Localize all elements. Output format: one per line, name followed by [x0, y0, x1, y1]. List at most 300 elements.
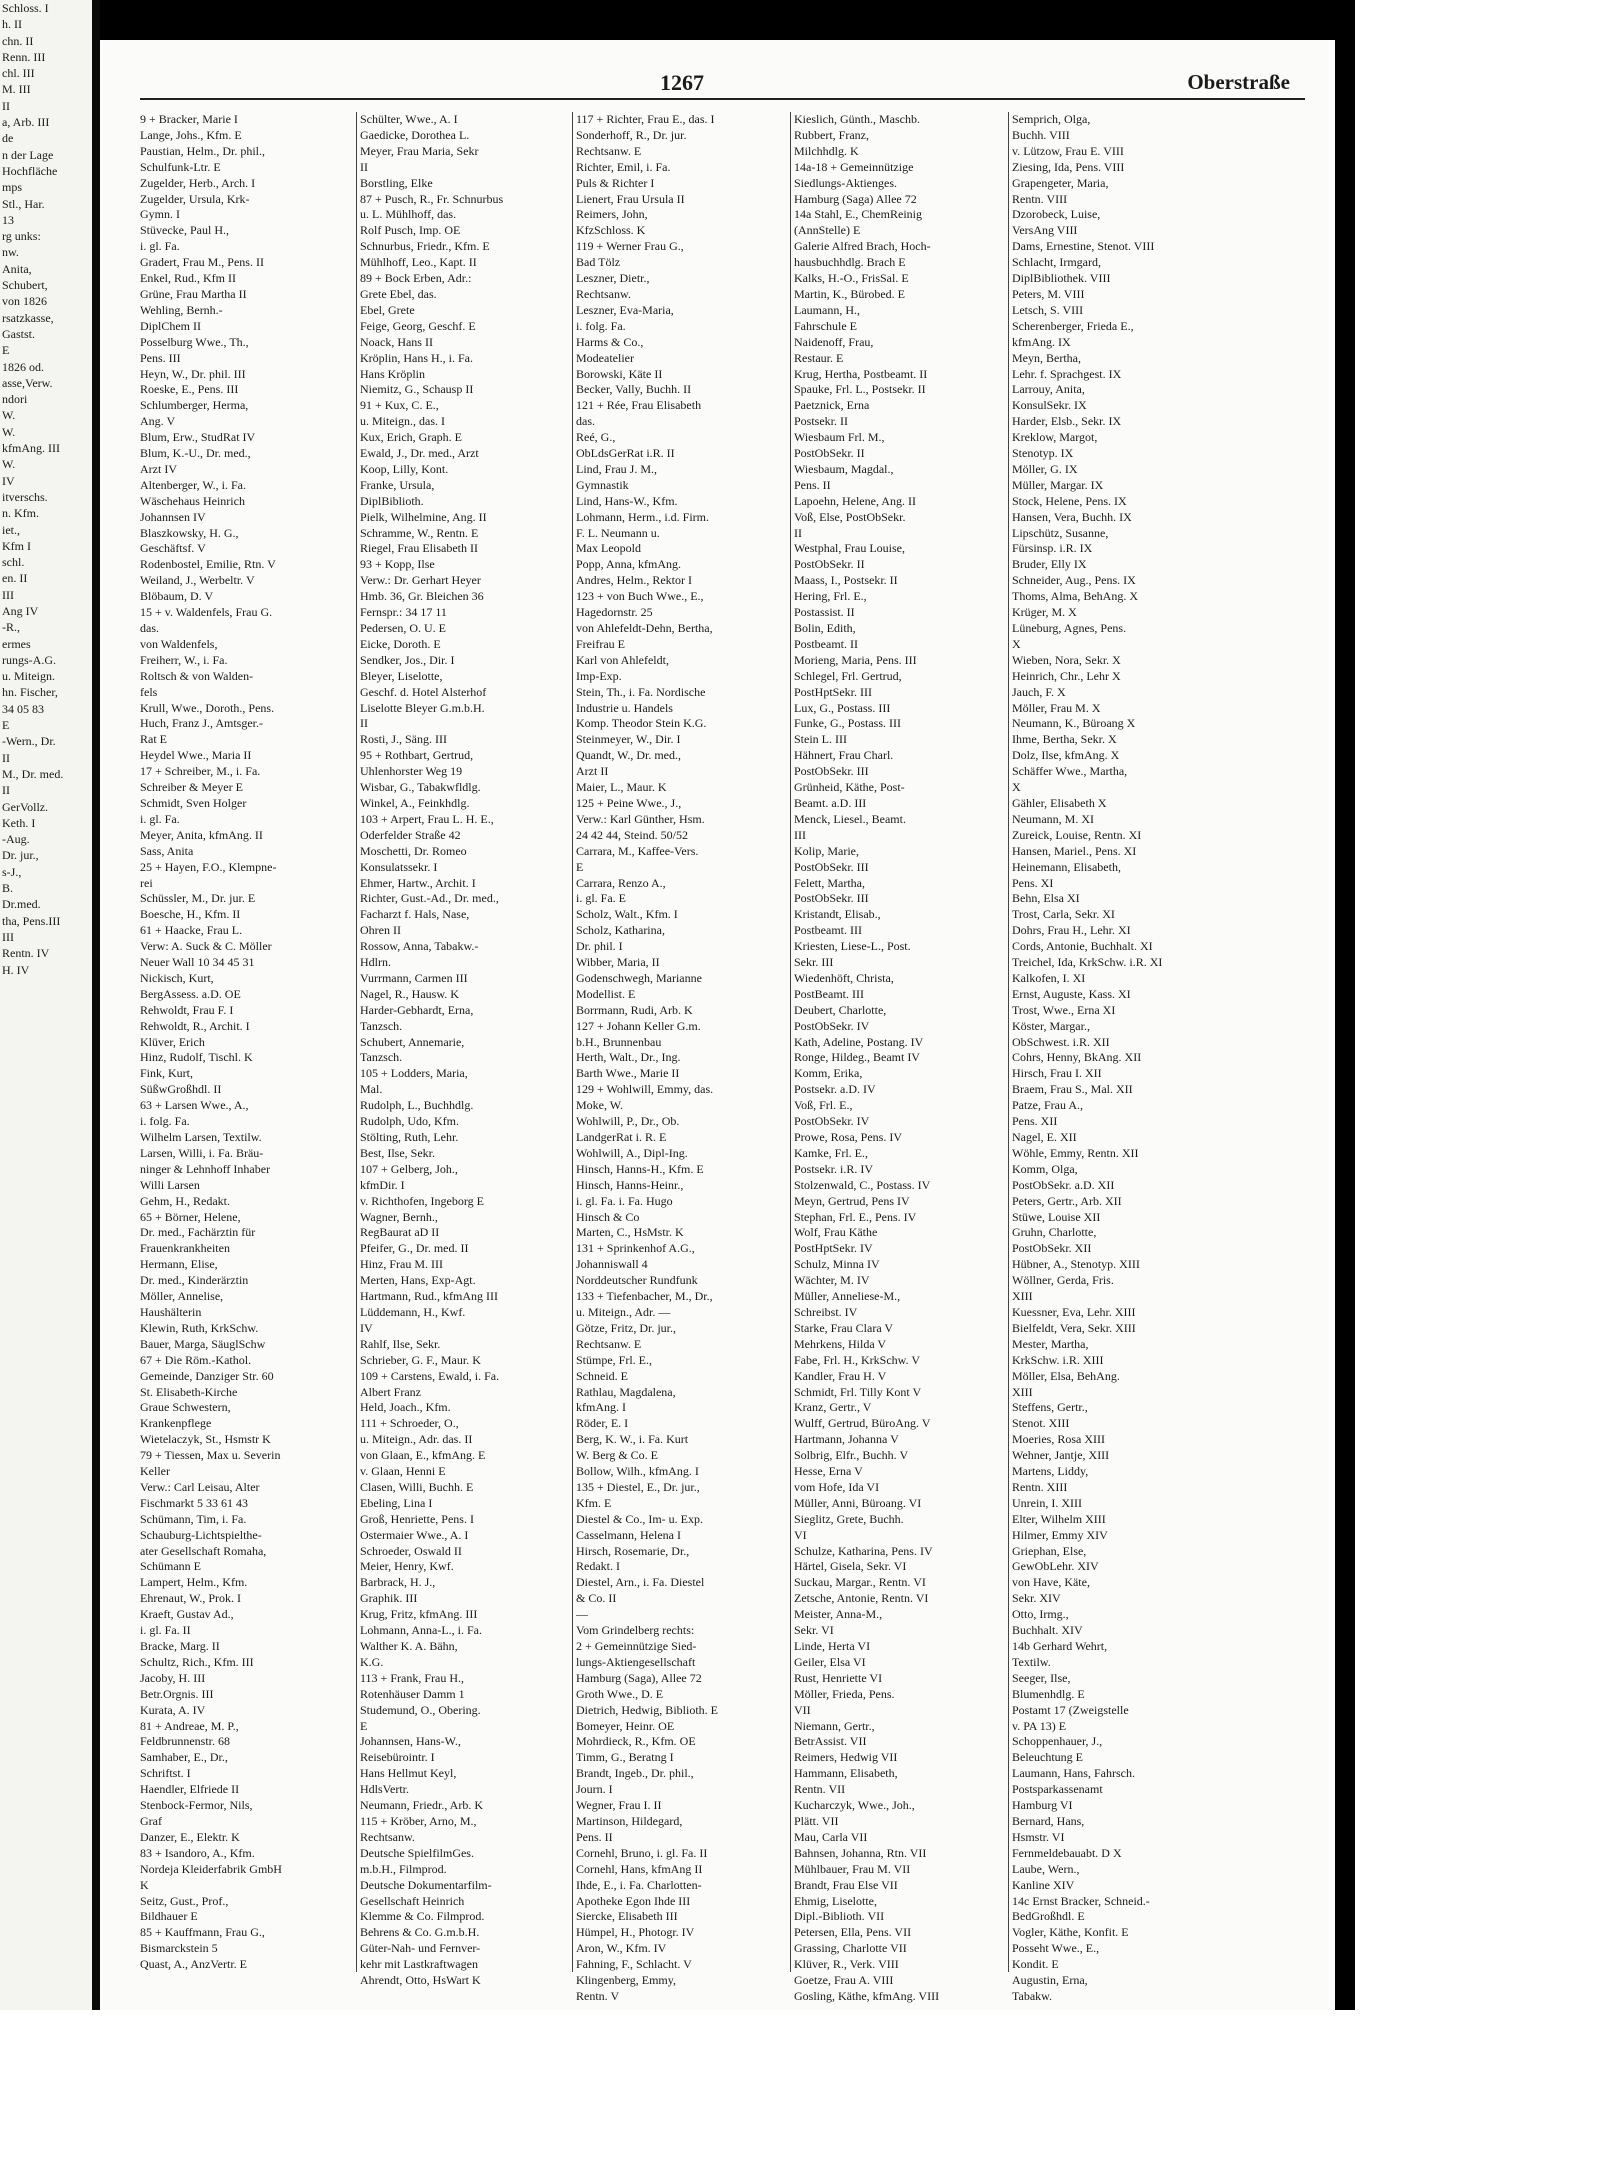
- directory-entry-line: Altenberger, W., i. Fa.: [140, 477, 246, 492]
- directory-entry-line: 107 + Gelberg, Joh.,: [360, 1161, 458, 1176]
- previous-page-fragment: nw.: [2, 245, 19, 260]
- directory-entry-line: Rudolph, Udo, Kfm.: [360, 1114, 459, 1129]
- directory-entry-line: Tanzsch.: [360, 1050, 403, 1065]
- directory-entry-line: Fernspr.: 34 17 11: [360, 605, 447, 620]
- directory-entry-line: 95 + Rothbart, Gertrud,: [360, 748, 474, 763]
- directory-entry-line: das.: [140, 621, 159, 635]
- directory-entry-line: 25 + Hayen, F.O., Klempne-: [140, 859, 277, 874]
- previous-page-fragment: -Wern., Dr.: [2, 734, 56, 749]
- directory-entry-line: Blumenhdlg. E: [1012, 1686, 1085, 1701]
- previous-page-fragment: Ang IV: [2, 603, 39, 618]
- directory-entry-line: 127 + Johann Keller G.m.: [576, 1018, 701, 1033]
- directory-entry-line: Elter, Wilhelm XIII: [1012, 1511, 1106, 1526]
- directory-entry-line: Gemeinde, Danziger Str. 60: [140, 1368, 274, 1383]
- page-gutter: [92, 0, 100, 2010]
- previous-page-fragment: hn. Fischer,: [2, 685, 58, 700]
- directory-entry-line: Steinmeyer, W., Dir. I: [576, 732, 681, 747]
- directory-entry-line: Lapoehn, Helene, Ang. II: [794, 493, 916, 508]
- directory-entry-line: Krüger, M. X: [1012, 605, 1077, 620]
- directory-entry-line: Kristandt, Elisab.,: [794, 907, 881, 922]
- directory-entry-line: PostObSekr. III: [794, 859, 869, 874]
- directory-entry-line: 105 + Lodders, Maria,: [360, 1066, 468, 1081]
- directory-entry-line: Petersen, Ella, Pens. VII: [794, 1925, 912, 1940]
- directory-entry-line: (AnnStelle) E: [794, 223, 861, 238]
- directory-entry-line: Meier, Henry, Kwf.: [360, 1559, 454, 1574]
- directory-entry-line: PostObSekr. a.D. XII: [1012, 1177, 1115, 1192]
- column-4: [794, 112, 1006, 2005]
- directory-entry-line: Popp, Anna, kfmAng.: [576, 557, 681, 572]
- directory-entry-line: ObLdsGerRat i.R. II: [576, 446, 675, 461]
- directory-entry-line: Meyer, Anita, kfmAng. II: [140, 827, 263, 842]
- directory-entry-line: Albert Franz: [360, 1384, 421, 1399]
- previous-page-fragment: W.: [2, 408, 16, 423]
- directory-entry-line: St. Elisabeth-Kirche: [140, 1384, 238, 1399]
- previous-page-fragment: tha, Pens.III: [2, 913, 61, 928]
- directory-entry-line: Hirsch, Frau I. XII: [1012, 1066, 1102, 1081]
- directory-entry-line: Verw.: Carl Leisau, Alter: [140, 1479, 260, 1494]
- directory-entry-line: Ang. V: [140, 414, 176, 429]
- directory-entry-line: Dipl.-Biblioth. VII: [794, 1909, 885, 1924]
- directory-entry-line: PostObSekr. XII: [1012, 1241, 1092, 1256]
- directory-entry-line: Wietelaczyk, St., Hsmstr K: [140, 1432, 271, 1447]
- directory-entry-line: Hermann, Elise,: [140, 1257, 218, 1272]
- directory-entry-line: Kraeft, Gustav Ad.,: [140, 1607, 234, 1622]
- directory-entry-line: Rosti, J., Säng. III: [360, 732, 447, 747]
- directory-entry-line: Stephan, Frl. E., Pens. IV: [794, 1209, 917, 1224]
- directory-entry-line: Koop, Lilly, Kont.: [360, 461, 449, 476]
- column-1: [140, 112, 356, 1973]
- directory-entry-line: Zetsche, Antonie, Rentn. VI: [794, 1591, 929, 1606]
- directory-entry-line: Rehwoldt, R., Archit. I: [140, 1018, 250, 1033]
- directory-entry-line: Möller, Elsa, BehAng.: [1012, 1368, 1120, 1383]
- directory-entry-line: Härtel, Gisela, Sekr. VI: [794, 1559, 907, 1574]
- directory-entry-line: Mohrdieck, R., Kfm. OE: [576, 1734, 696, 1749]
- directory-entry-line: Hümpel, H., Photogr. IV: [576, 1925, 695, 1940]
- previous-page-fragment: chl. III: [2, 66, 35, 81]
- directory-entry-line: Gaedicke, Dorothea L.: [360, 127, 470, 142]
- directory-entry-line: Lienert, Frau Ursula II: [576, 191, 685, 206]
- directory-entry-line: Rat E: [140, 732, 167, 747]
- directory-entry-line: Blöbaum, D. V: [140, 589, 214, 604]
- directory-entry-line: Solbrig, Elfr., Buchh. V: [794, 1448, 909, 1463]
- directory-entry-line: Verw: A. Suck & C. Möller: [140, 939, 272, 954]
- directory-entry-line: Meister, Anna-M.,: [794, 1607, 883, 1622]
- directory-entry-line: Postamt 17 (Zweigstelle: [1012, 1702, 1129, 1717]
- directory-entry-line: VII: [794, 1702, 811, 1717]
- directory-entry-line: Geschf. d. Hotel Alsterhof: [360, 684, 487, 699]
- directory-entry-line: Müller, Anni, Büroang. VI: [794, 1495, 922, 1510]
- directory-entry-line: Samhaber, E., Dr.,: [140, 1750, 228, 1765]
- previous-page-fragment: Kfm I: [2, 538, 31, 553]
- directory-entry-line: Schauburg-Lichtspielthe-: [140, 1527, 262, 1542]
- directory-entry-line: Sieglitz, Grete, Buchh.: [794, 1511, 904, 1526]
- directory-entry-line: Trost, Carla, Sekr. XI: [1012, 907, 1115, 922]
- previous-page-fragment: Hochfläche: [2, 163, 58, 178]
- directory-entry-line: Ehmer, Hartw., Archit. I: [360, 875, 476, 890]
- directory-entry-line: Facharzt f. Hals, Nase,: [360, 907, 470, 922]
- directory-entry-line: Dr. med., Kinderärztin: [140, 1273, 249, 1288]
- directory-entry-line: Gesellschaft Heinrich: [360, 1893, 465, 1908]
- directory-entry-line: Heinrich, Chr., Lehr X: [1012, 668, 1121, 683]
- directory-entry-line: Gehm, H., Redakt.: [140, 1193, 230, 1208]
- directory-entry-line: Schramme, W., Rentn. E: [360, 525, 479, 540]
- directory-entry-line: 133 + Tiefenbacher, M., Dr.,: [576, 1289, 713, 1304]
- directory-entry-line: Ziesing, Ida, Pens. VIII: [1012, 159, 1125, 174]
- directory-entry-line: Schneider, Aug., Pens. IX: [1012, 573, 1136, 588]
- directory-entry-line: Möller, G. IX: [1012, 461, 1078, 476]
- directory-entry-line: Schulze, Katharina, Pens. IV: [794, 1543, 933, 1558]
- directory-entry-line: Siedlungs-Aktienges.: [794, 175, 897, 190]
- directory-entry-line: Hans Hellmut Keyl,: [360, 1766, 457, 1781]
- directory-entry-line: Feldbrunnenstr. 68: [140, 1734, 230, 1749]
- directory-entry-line: Unrein, I. XIII: [1012, 1495, 1082, 1510]
- directory-entry-line: Clasen, Willi, Buchh. E: [360, 1479, 474, 1494]
- directory-entry-line: 125 + Peine Wwe., J.,: [576, 795, 682, 810]
- directory-entry-line: Pens. II: [794, 477, 831, 492]
- directory-entry-line: Boesche, H., Kfm. II: [140, 907, 241, 922]
- directory-entry-line: Stüvecke, Paul H.,: [140, 223, 229, 238]
- directory-entry-line: Sonderhoff, R., Dr. jur.: [576, 127, 687, 142]
- directory-entry-line: Schulfunk-Ltr. E: [140, 159, 221, 174]
- directory-entry-line: Industrie u. Handels: [576, 700, 673, 715]
- directory-entry-line: Ebeling, Lina I: [360, 1495, 433, 1510]
- directory-entry-line: 14b Gerhard Wehrt,: [1012, 1639, 1108, 1653]
- directory-entry-line: Neuer Wall 10 34 45 31: [140, 955, 255, 970]
- directory-entry-line: Borowski, Käte II: [576, 366, 663, 381]
- directory-entry-line: PostHptSekr. III: [794, 684, 872, 699]
- previous-page-fragment: Stl., Har.: [2, 196, 45, 211]
- directory-entry-line: Kux, Erich, Graph. E: [360, 430, 462, 445]
- directory-entry-line: 14a Stahl, E., ChemReinig: [794, 207, 922, 222]
- directory-entry-line: i. folg. Fa.: [140, 1114, 190, 1129]
- directory-entry-line: Spauke, Frl. L., Postsekr. II: [794, 382, 926, 397]
- directory-entry-line: Brandt, Ingeb., Dr. phil.,: [576, 1766, 694, 1781]
- directory-entry-line: PostObSekr. IV: [794, 1018, 870, 1033]
- directory-entry-line: Felett, Martha,: [794, 875, 865, 890]
- directory-entry-line: Menck, Liesel., Beamt.: [794, 811, 906, 826]
- directory-entry-line: Hinsch, Hanns-Heinr.,: [576, 1177, 684, 1192]
- directory-entry-line: Krug, Fritz, kfmAng. III: [360, 1607, 478, 1622]
- directory-entry-line: Bahnsen, Johanna, Rtn. VII: [794, 1845, 927, 1860]
- directory-entry-line: Groth Wwe., D. E: [576, 1686, 664, 1701]
- directory-entry-line: Müller, Anneliese-M.,: [794, 1289, 901, 1304]
- directory-entry-line: Rechtsanw. E: [576, 143, 642, 158]
- directory-entry-line: Textilw.: [1012, 1654, 1051, 1669]
- directory-entry-line: ObSchwest. i.R. XII: [1012, 1034, 1110, 1049]
- directory-entry-line: Modeatelier: [576, 350, 634, 365]
- directory-entry-line: Lux, G., Postass. III: [794, 700, 891, 715]
- directory-entry-line: Roeske, E., Pens. III: [140, 382, 239, 397]
- directory-entry-line: X: [1012, 780, 1021, 795]
- directory-entry-line: Lehr. f. Sprachgest. IX: [1012, 366, 1122, 381]
- directory-entry-line: Rolf Pusch, Imp. OE: [360, 223, 461, 238]
- directory-entry-line: Blum, K.-U., Dr. med.,: [140, 446, 251, 461]
- directory-entry-line: Hinsch, Hanns-H., Kfm. E: [576, 1161, 704, 1176]
- directory-entry-line: 89 + Bock Erben, Adr.:: [360, 271, 472, 286]
- directory-entry-line: Kalks, H.-O., FrisSal. E: [794, 271, 909, 286]
- directory-entry-line: Posselburg Wwe., Th.,: [140, 334, 249, 349]
- directory-entry-line: Kucharczyk, Wwe., Joh.,: [794, 1798, 915, 1813]
- previous-page-fragment: n der Lage: [2, 147, 54, 162]
- directory-entry-line: Wöllner, Gerda, Fris.: [1012, 1273, 1114, 1288]
- directory-entry-line: Harms & Co.,: [576, 334, 644, 349]
- directory-entry-line: Stenot. XIII: [1012, 1416, 1070, 1431]
- directory-entry-line: Johanniswall 4: [576, 1257, 648, 1272]
- directory-entry-line: Galerie Alfred Brach, Hoch-: [794, 239, 931, 254]
- directory-entry-line: i. gl. Fa. E: [576, 891, 626, 906]
- directory-entry-line: 91 + Kux, C. E.,: [360, 398, 439, 413]
- directory-entry-line: 83 + Isandoro, A., Kfm.: [140, 1845, 255, 1860]
- previous-page-fragment: E: [2, 343, 10, 358]
- directory-entry-line: Köster, Margar.,: [1012, 1018, 1090, 1033]
- directory-entry-line: Sekr. XIV: [1012, 1591, 1061, 1606]
- previous-page-fragment: rg unks:: [2, 229, 41, 244]
- directory-entry-line: Wulff, Gertrud, BüroAng. V: [794, 1416, 931, 1431]
- directory-entry-line: Harder-Gebhardt, Erna,: [360, 1002, 474, 1017]
- previous-page-fragment: II: [2, 750, 10, 765]
- directory-entry-line: Rotenhäuser Damm 1: [360, 1686, 465, 1701]
- directory-entry-line: Schroeder, Oswald II: [360, 1543, 462, 1558]
- directory-entry-line: Barbrack, H. J.,: [360, 1575, 436, 1590]
- directory-entry-line: Kreklow, Margot,: [1012, 430, 1098, 445]
- previous-page-fragment: -Aug.: [2, 832, 30, 847]
- directory-entry-line: 15 + v. Waldenfels, Frau G.: [140, 605, 273, 620]
- directory-entry-line: Peters, Gertr., Arb. XII: [1012, 1193, 1122, 1208]
- directory-entry-line: Pens. XI: [1012, 875, 1054, 890]
- directory-entry-line: Lohmann, Anna-L., i. Fa.: [360, 1623, 482, 1638]
- directory-entry-line: Rechtsanw.: [360, 1829, 415, 1844]
- directory-entry-line: Norddeutscher Rundfunk: [576, 1273, 698, 1288]
- directory-entry-line: Andres, Helm., Rektor I: [576, 573, 692, 588]
- directory-entry-line: K: [140, 1877, 149, 1892]
- directory-entry-line: Rentn. VIII: [1012, 191, 1068, 206]
- directory-entry-line: Nagel, R., Hausw. K: [360, 986, 459, 1001]
- directory-entry-line: KfzSchloss. K: [576, 223, 646, 238]
- directory-entry-line: Bauer, Marga, SäuglSchw: [140, 1336, 266, 1351]
- directory-entry-line: PostHptSekr. IV: [794, 1241, 873, 1256]
- directory-entry-line: Kalkofen, I. XI: [1012, 970, 1086, 985]
- directory-entry-line: Max Leopold: [576, 541, 641, 556]
- directory-entry-line: Apotheke Egon Ihde III: [576, 1893, 691, 1908]
- directory-entry-line: Reimers, John,: [576, 207, 648, 222]
- directory-entry-line: Stüwe, Louise XII: [1012, 1209, 1101, 1224]
- directory-entry-line: Wiesbaum Frl. M.,: [794, 430, 885, 445]
- previous-page-fragment: h. II: [2, 17, 22, 32]
- directory-entry-line: von Waldenfels,: [140, 636, 218, 651]
- directory-entry-line: Schultz, Rich., Kfm. III: [140, 1654, 254, 1669]
- directory-entry-line: E: [360, 1718, 368, 1733]
- directory-entry-line: Wohlwill, P., Dr., Ob.: [576, 1114, 680, 1129]
- directory-entry-line: Laube, Wern.,: [1012, 1861, 1080, 1876]
- directory-entry-line: Oderfelder Straße 42: [360, 827, 461, 842]
- directory-entry-line: BergAssess. a.D. OE: [140, 986, 241, 1001]
- directory-entry-line: Schümann, Tim, i. Fa.: [140, 1511, 247, 1526]
- previous-page-fragment: III: [2, 587, 14, 602]
- directory-entry-line: PostObSekr. III: [794, 891, 869, 906]
- directory-entry-line: Kandler, Frau H. V: [794, 1368, 887, 1383]
- directory-entry-line: Bad Tölz: [576, 255, 621, 270]
- directory-entry-line: Gradert, Frau M., Pens. II: [140, 255, 264, 270]
- directory-entry-line: Goetze, Frau A. VIII: [794, 1973, 894, 1988]
- directory-entry-line: Wehner, Jantje, XIII: [1012, 1448, 1110, 1463]
- directory-entry-line: Diestel & Co., Im- u. Exp.: [576, 1511, 703, 1526]
- directory-entry-line: Dolz, Ilse, kfmAng. X: [1012, 748, 1120, 763]
- directory-entry-line: Röder, E. I: [576, 1416, 629, 1431]
- directory-entry-line: Komm, Erika,: [794, 1066, 863, 1081]
- directory-entry-line: Lüneburg, Agnes, Pens.: [1012, 621, 1127, 635]
- directory-entry-line: Brandt, Frau Else VII: [794, 1877, 898, 1892]
- directory-entry-line: Grüne, Frau Martha II: [140, 286, 247, 301]
- directory-entry-line: Müller, Margar. IX: [1012, 477, 1104, 492]
- directory-entry-line: Niemitz, G., Schausp II: [360, 382, 474, 397]
- previous-page-fragment: 34 05 83: [2, 701, 44, 716]
- directory-entry-line: Postsparkassenamt: [1012, 1782, 1103, 1797]
- directory-entry-line: & Co. II: [576, 1591, 617, 1606]
- column-divider: [572, 112, 573, 1972]
- directory-entry-line: Ohren II: [360, 923, 401, 938]
- directory-entry-line: Herth, Walt., Dr., Ing.: [576, 1050, 681, 1065]
- directory-entry-line: XIII: [1012, 1384, 1033, 1399]
- previous-page-fragment: de: [2, 131, 14, 146]
- directory-entry-line: Postsekr. a.D. IV: [794, 1082, 876, 1097]
- directory-entry-line: 93 + Kopp, Ilse: [360, 557, 435, 572]
- directory-entry-line: Stein L. III: [794, 732, 847, 747]
- directory-entry-line: Hammann, Elisabeth,: [794, 1766, 898, 1781]
- directory-entry-line: II: [360, 716, 368, 731]
- directory-entry-line: v. PA 13) E: [1012, 1718, 1067, 1733]
- previous-page-fragment: Anita,: [2, 261, 32, 276]
- directory-entry-line: Niemann, Gertr.,: [794, 1718, 875, 1733]
- directory-entry-line: GewObLehr. XIV: [1012, 1559, 1099, 1574]
- directory-entry-line: kfmAng. IX: [1012, 334, 1071, 349]
- directory-entry-line: Lind, Frau J. M.,: [576, 461, 657, 476]
- directory-entry-line: Treichel, Ida, KrkSchw. i.R. XI: [1012, 955, 1163, 970]
- directory-entry-line: Siercke, Elisabeth III: [576, 1909, 678, 1924]
- directory-entry-line: Rehwoldt, Frau F. I: [140, 1002, 234, 1017]
- directory-entry-line: Bollow, Wilh., kfmAng. I: [576, 1464, 699, 1479]
- directory-entry-line: Timm, G., Beratng I: [576, 1750, 674, 1765]
- directory-entry-line: v. Lützow, Frau E. VIII: [1012, 143, 1124, 158]
- previous-page-fragment: Renn. III: [2, 49, 46, 64]
- directory-entry-line: Schubert, Annemarie,: [360, 1034, 465, 1049]
- directory-entry-line: Pens. II: [576, 1829, 613, 1844]
- directory-entry-line: XIII: [1012, 1289, 1033, 1304]
- directory-entry-line: 123 + von Buch Wwe., E.,: [576, 589, 704, 604]
- directory-entry-line: Westphal, Frau Louise,: [794, 541, 906, 556]
- directory-entry-line: Schlumberger, Herma,: [140, 398, 249, 413]
- directory-entry-line: Hinsch & Co: [576, 1209, 640, 1224]
- column-2: [360, 112, 570, 1989]
- directory-entry-line: Komm, Olga,: [1012, 1161, 1078, 1176]
- directory-entry-line: kfmDir. I: [360, 1177, 405, 1192]
- directory-entry-line: F. L. Neumann u.: [576, 525, 660, 540]
- directory-entry-line: Reé, G.,: [576, 430, 616, 445]
- directory-entry-line: Hinz, Frau M. III: [360, 1257, 443, 1272]
- directory-entry-line: Linde, Herta VI: [794, 1639, 871, 1653]
- previous-page-fragment: II: [2, 783, 10, 798]
- previous-page-fragment: a, Arb. III: [2, 115, 50, 130]
- directory-entry-line: hausbuchhdlg. Brach E: [794, 255, 906, 270]
- directory-entry-line: Hilmer, Emmy XIV: [1012, 1527, 1108, 1542]
- directory-entry-line: Groß, Henriette, Pens. I: [360, 1511, 474, 1526]
- directory-entry-line: Ihde, E., i. Fa. Charlotten-: [576, 1877, 702, 1892]
- previous-page-fragment: II: [2, 98, 10, 113]
- column-divider: [356, 112, 357, 1972]
- directory-entry-line: Klingenberg, Emmy,: [576, 1973, 676, 1988]
- directory-entry-line: Karl von Ahlefeldt,: [576, 652, 669, 667]
- directory-entry-line: Wiedenhöft, Christa,: [794, 970, 894, 985]
- directory-entry-line: 119 + Werner Frau G.,: [576, 239, 684, 254]
- directory-entry-line: Trost, Wwe., Erna XI: [1012, 1002, 1116, 1017]
- previous-page-fragment: 13: [2, 212, 14, 227]
- directory-entry-line: Postbeamt. III: [794, 923, 862, 938]
- directory-entry-line: Voß, Frl. E.,: [794, 1098, 853, 1113]
- directory-entry-line: Schriftst. I: [140, 1766, 191, 1781]
- directory-entry-line: Stolzenwald, C., Postass. IV: [794, 1177, 931, 1192]
- directory-entry-line: Hans Kröplin: [360, 366, 425, 381]
- previous-page-fragment: itverschs.: [2, 489, 48, 504]
- directory-entry-line: Starke, Frau Clara V: [794, 1320, 894, 1335]
- directory-entry-line: Hartmann, Rud., kfmAng III: [360, 1289, 498, 1304]
- directory-entry-line: Wibber, Maria, II: [576, 955, 660, 970]
- directory-entry-line: Fabe, Frl. H., KrkSchw. V: [794, 1352, 920, 1367]
- directory-entry-line: 115 + Kröber, Arno, M.,: [360, 1813, 477, 1828]
- directory-entry-line: Kranz, Gertr., V: [794, 1400, 872, 1415]
- directory-entry-line: Funke, G., Postass. III: [794, 716, 901, 731]
- directory-entry-line: Feige, Georg, Geschf. E: [360, 318, 476, 333]
- directory-entry-line: II: [360, 159, 368, 174]
- directory-entry-line: Scholz, Walt., Kfm. I: [576, 907, 678, 922]
- directory-entry-line: Letsch, S. VIII: [1012, 302, 1084, 317]
- directory-entry-line: Stein, Th., i. Fa. Nordische: [576, 684, 706, 699]
- directory-entry-line: Richter, Emil, i. Fa.: [576, 159, 671, 174]
- directory-entry-line: Pedersen, O. U. E: [360, 621, 446, 635]
- directory-entry-line: Ehmig, Liselotte,: [794, 1893, 877, 1908]
- directory-entry-line: Postsekr. i.R. IV: [794, 1161, 874, 1176]
- directory-entry-line: Martinson, Hildegard,: [576, 1813, 683, 1828]
- directory-entry-line: Kieslich, Günth., Maschb.: [794, 112, 920, 126]
- directory-entry-line: Schrieber, G. F., Maur. K: [360, 1352, 481, 1367]
- directory-entry-line: Hansen, Mariel., Pens. XI: [1012, 843, 1137, 858]
- directory-entry-line: Hagedornstr. 25: [576, 605, 653, 620]
- directory-entry-line: Schmidt, Sven Holger: [140, 795, 247, 810]
- directory-entry-line: Maass, I., Postsekr. II: [794, 573, 898, 588]
- directory-entry-line: Dzorobeck, Luise,: [1012, 207, 1101, 222]
- directory-entry-line: Uhlenhorster Weg 19: [360, 764, 463, 779]
- previous-page-fragment: mps: [2, 180, 23, 195]
- directory-entry-line: Konsulatssekr. I: [360, 859, 438, 874]
- previous-page-fragment: Rentn. IV: [2, 946, 50, 961]
- previous-page-fragment: chn. II: [2, 33, 34, 48]
- directory-entry-line: 111 + Schroeder, O.,: [360, 1416, 459, 1431]
- directory-entry-line: Bracke, Marg. II: [140, 1639, 220, 1653]
- directory-entry-line: Vom Grindelberg rechts:: [576, 1623, 695, 1638]
- directory-entry-line: Danzer, E., Elektr. K: [140, 1829, 240, 1844]
- directory-entry-line: DiplBiblioth.: [360, 493, 424, 508]
- directory-entry-line: Vurrmann, Carmen III: [360, 970, 468, 985]
- directory-entry-line: Ehrenaut, W., Prok. I: [140, 1591, 241, 1606]
- directory-entry-line: Beamt. a.D. III: [794, 795, 867, 810]
- directory-entry-line: Meyn, Gertrud, Pens IV: [794, 1193, 910, 1208]
- directory-entry-line: i. gl. Fa. i. Fa. Hugo: [576, 1193, 673, 1208]
- directory-entry-line: Noack, Hans II: [360, 334, 433, 349]
- directory-entry-line: 67 + Die Röm.-Kathol.: [140, 1352, 252, 1367]
- directory-entry-line: Lohmann, Herm., i.d. Firm.: [576, 509, 709, 524]
- directory-entry-line: Moke, W.: [576, 1098, 624, 1113]
- directory-entry-line: Mehrkens, Hilda V: [794, 1336, 887, 1351]
- directory-entry-line: Stölting, Ruth, Lehr.: [360, 1130, 459, 1144]
- directory-entry-line: Stenbock-Fermor, Nils,: [140, 1798, 253, 1813]
